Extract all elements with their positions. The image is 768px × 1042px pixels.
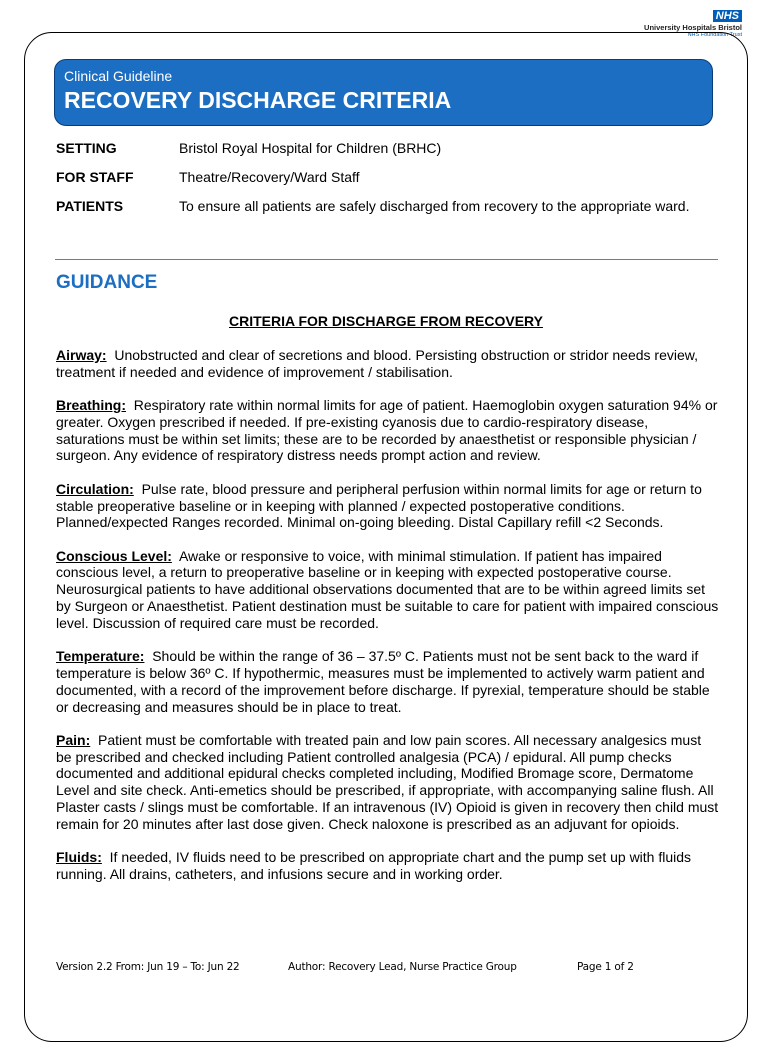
criteria-text: Awake or responsive to voice, with minimal stimulation. If patient has impaired conscious level, a return to preoperative baseline or in keeping with expected postoperative course. Neurosurgical patients to have additional observations documented that are to be within agreed limits set by Surgeon or Anaesthetist. Patient destination must be suitable to care for patient with impaired conscious level. Discussion of required care must be recorded. (56, 547, 719, 631)
criteria-text: Patient must be comfortable with treated pain and low pain scores. All necessary analgesics must be prescribed and checked including Patient controlled analgesia (PCA) / epidural. All pump checks documented and additional epidural checks completed including, Modified Bromage score, Dermatome Level and site check. Anti-emetics should be prescribed, if appropriate, with accompanying saline flush. All Plaster casts / slings must be comfortable. If an intravenous (IV) Opioid is given in recovery then child must remain for 20 minutes after last dose given. Check naloxone is prescribed as an adjuvant for opioids. (56, 731, 719, 832)
criteria-conscious-level (56, 548, 719, 632)
nhs-badge: NHS (713, 10, 742, 22)
criteria-label: Fluids: (56, 849, 102, 866)
criteria-pain (56, 732, 719, 833)
meta-value: To ensure all patients are safely discharged from recovery to the appropriate ward. (179, 198, 690, 214)
criteria-fluids (56, 849, 719, 883)
criteria-text: Should be within the range of 36 – 37.5º C. Patients must not be sent back to the ward if temperature is below 36º C. If hypothermic, measures must be implemented to actively warm patient and documented, with a record of the improvement before discharge. If pyrexial, temperature should be stable or decreasing and measures should be in place to treat. (56, 648, 710, 715)
meta-label: FOR STAFF (56, 169, 134, 185)
criteria-label: Temperature: (56, 648, 145, 665)
criteria-text: Unobstructed and clear of secretions and blood. Persisting obstruction or stridor needs review, treatment if needed and evidence of improvement / stabilisation. (56, 347, 699, 380)
footer-author: Author: Recovery Lead, Nurse Practice Group (288, 961, 517, 973)
guideline-subtitle: Clinical Guideline (64, 68, 173, 84)
guidance-heading: GUIDANCE (56, 272, 158, 293)
criteria-circulation (56, 481, 719, 531)
meta-value: Theatre/Recovery/Ward Staff (179, 169, 360, 185)
page-footer (56, 961, 736, 977)
criteria-label: Conscious Level: (56, 547, 172, 564)
criteria-temperature (56, 648, 719, 715)
criteria-text: Pulse rate, blood pressure and peripheral perfusion within normal limits for age or return to stable preoperative baseline or in keeping with planned / expected postoperative conditions. Planned/expected Ranges recorded. Minimal on-going bleeding. Distal Capillary refill <2 Seconds. (56, 480, 702, 531)
criteria-text: Respiratory rate within normal limits for age of patient. Haemoglobin oxygen saturation 94% or greater. Oxygen prescribed if needed. If pre-existing cyanosis due to cardio-respiratory disease, saturations must be within set limits; these are to be recorded by anaesthetist or responsible physician / surgeon. Any evidence of respiratory distress needs prompt action and review. (56, 397, 718, 464)
criteria-label: Breathing: (56, 397, 126, 414)
criteria-text: If needed, IV fluids need to be prescribed on appropriate chart and the pump set up with fluids running. All drains, catheters, and infusions secure and in working order. (56, 849, 692, 882)
footer-version: Version 2.2 From: Jun 19 – To: Jun 22 (56, 961, 240, 973)
section-divider (55, 259, 718, 260)
meta-row-setting (56, 140, 716, 156)
page-title: RECOVERY DISCHARGE CRITERIA (64, 87, 452, 113)
meta-row-staff (56, 169, 716, 185)
criteria-list (56, 347, 719, 899)
meta-row-patients (56, 198, 716, 214)
criteria-label: Circulation: (56, 480, 134, 497)
meta-table (56, 140, 716, 227)
criteria-airway (56, 347, 719, 381)
trust-name: NHS Foundation Trust (687, 32, 742, 38)
criteria-label: Airway: (56, 347, 107, 363)
footer-page-number: Page 1 of 2 (577, 961, 634, 973)
meta-value: Bristol Royal Hospital for Children (BRHC) (179, 140, 442, 156)
meta-label: SETTING (56, 140, 117, 156)
org-name: University Hospitals Bristol (644, 23, 742, 32)
meta-label: PATIENTS (56, 198, 124, 214)
criteria-breathing (56, 397, 719, 464)
title-banner (54, 59, 713, 126)
criteria-label: Pain: (56, 731, 91, 748)
criteria-title: CRITERIA FOR DISCHARGE FROM RECOVERY (229, 313, 543, 329)
